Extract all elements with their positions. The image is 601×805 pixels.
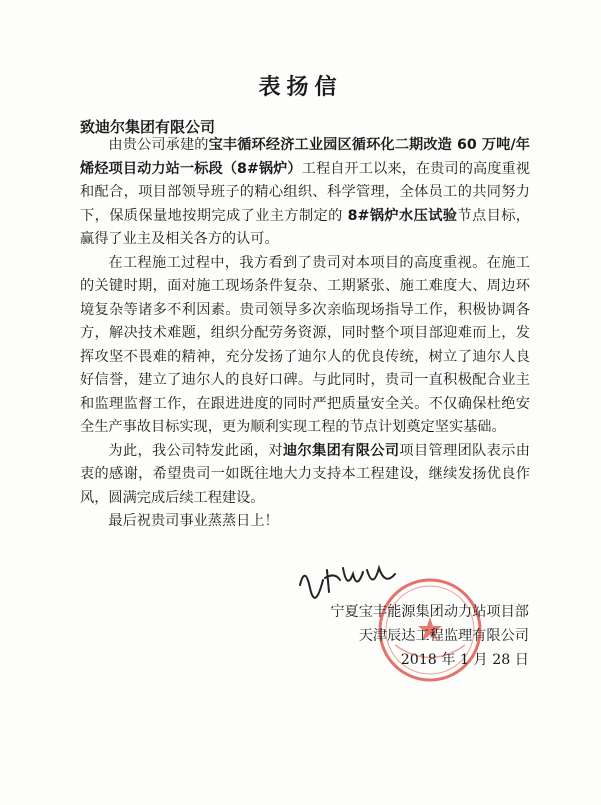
project-name: 宝丰循环经济工业园区循环化二期改造 60 万吨/年烯烃项目动力站一标段（8#锅炉） [80,137,530,177]
letter-date: 2018 年 1 月 28 日 [400,652,529,668]
milestone-name: 8#锅炉水压试验 [347,207,458,224]
letter-title: 表扬信 [258,75,343,100]
paragraph-2: 在工程施工过程中，我方看到了贵司对本项目的高度重视。在施工的关键时期，面对施工现场条件复杂、工期紧张、施工难度大、周边环境复杂等诸多不利因素。贵司领导多次亲临现场指导工作，积极协调各方，解决技术难题，组织分配劳务资源，同时整个项目部迎难而上，发挥攻坚不畏难的精神，充分发扬了迪尔人的优良传统，树立了迪尔人良好信誉，建立了迪尔人的良好口碑。与此同时，贵司一直积极配合业主和监理监督工作，在跟进进度的同时严把质量安全关。不仅确保杜绝安全生产事故目标实现，更为顺利实现工程的节点计划奠定坚实基础。 [80,254,530,435]
p3-text-c: 项目管理团队表示由衷的感谢，希望贵司一如既往地大力支持本工程建设，继续发扬优良作风，圆满完成后续工程建设。 [80,442,530,506]
p3-text-a: 为此，我公司特发此函，对 [108,442,283,459]
p1-text-c: 工程自开工以来，在贵司的高度重视和配合，项目部领导班子的精心组织、科学管理，全体员工的共同努力下，保质保量地按期完成了业主方制定的 [80,160,530,224]
salutation: 致迪尔集团有限公司 [80,118,216,136]
company-name: 迪尔集团有限公司 [282,442,400,459]
handwritten-signature [295,560,405,600]
p1-text-e: 节点目标，赢得了业主及相关各方的认可。 [80,207,530,247]
signer-org-2: 天津辰达工程监理有限公司 [358,628,529,644]
signature-block [330,600,529,672]
paragraph-3 [80,440,530,511]
paragraph-4: 最后祝贵司事业蒸蒸日上！ [108,513,279,529]
letter-body [80,134,530,534]
p1-text-a: 由贵公司承建的 [108,137,209,153]
signer-org-1: 宁夏宝丰能源集团动力站项目部 [330,604,529,620]
paragraph-1 [80,134,530,252]
